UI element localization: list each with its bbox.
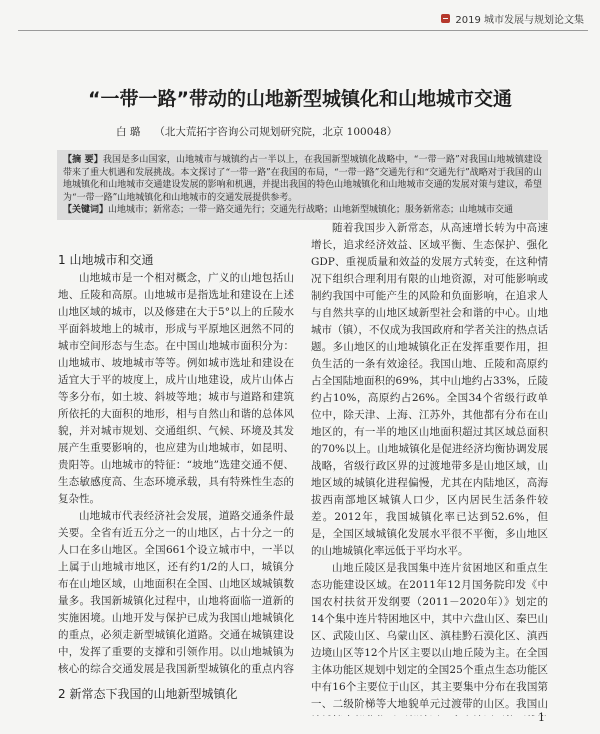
section-2-body (311, 220, 548, 716)
section-1-body (58, 270, 294, 680)
section-2-heading: 2 新常态下我国的山地新型城镇化 (58, 687, 238, 701)
keywords (63, 204, 542, 217)
paper-title: “一带一路”带动的山地新型城镇化和山地城市交通 (88, 88, 512, 110)
keywords-text: 山地城市；新常态；一带一路交通先行；交通先行战略；山地新型城镇化；服务新常态；山地城市交通 (108, 205, 514, 215)
paragraph: 随着我国步入新常态，从高速增长转为中高速增长，追求经济效益、区域平衡、生态保护、强化GDP、重视质量和效益的发展方式转变，在这种情况下组织合理利用有限的山地资源，对可能影响或制约我国中可能产生的风险和负面影响，在追求人与自然共享的山地区域新型社会和谐的中心。山地城市（镇），不仅成为我国政府和学者关注的热点话题。多山地区的山地城镇化正在发挥重要作用，担负生活的一条有效途径。我国山地、丘陵和高原约占全国陆地面积的69%，其中山地约占33%，丘陵约占10%，高原约占26%。全国34个省级行政单位中，除天津、上海、江苏外，其他都有分布在山地区的，有一半的地区山地面积超过其区域总面积的70%以上。山地城镇化是促进经济均衡协调发展战略，省级行政区界的过渡地带多是山地区域，山地区域的城镇化进程偏慢，尤其在内陆地区，高海拔西南部地区城镇人口少，区内居民生活条件较差。2012年，我国城镇化率已达到52.6%，但是，全国区域城镇化发展水平很不平衡，多山地区的山地城镇化率远低于平均水平。 (311, 222, 548, 557)
author-affiliation: （北大荒拓宇咨询公司规划研究院，北京 100048） (154, 126, 398, 138)
abstract-text: 我国是多山国家，山地城市与城镇约占一半以上，在我国新型城镇化战略中，“一带一路”对我国山地城镇建设带来了重大机遇和发展挑战。本文探讨了“一带一路”在我国的布局，“一带一路”交通先行和“交通先行”战略对于我国的山地城镇化和山地城市交通建设发展的影响和机遇，并提出我国的特色山地城镇化和山地城市交通的发展对策与建议，希望为“一带一路”山地城镇化和山地城市的交通发展提供参考。 (63, 155, 542, 203)
section-1-heading: 1 山地城市和交通 (58, 253, 154, 267)
abstract (63, 154, 542, 204)
journal-logo-icon (441, 14, 450, 23)
abstract-box (57, 150, 548, 220)
abstract-label: 【摘 要】 (63, 155, 103, 165)
paragraph: 山地城市代表经济社会发展，道路交通条件最关要。全省有近五分之一的山地区，占十分之一的人口在多山地区。全国661个设立城市中，一半以上属于山地城市地区，还有约1/2的人口，城镇分布在山地区域，山地面积在全国、山地区域城镇数量多。我国新城镇化过程中，山地将面临一道新的实施困境。山地开发与保护已成为我国山地城镇化的重点，必须走新型城镇化道路。交通在城镇建设中，发挥了重要的支撑和引领作用。以山地城镇为核心的综合交通发展是我国新型城镇化的重点内容 (58, 510, 294, 675)
series-title: 2019 城市发展与规划论文集 (455, 15, 584, 26)
page-number: 1 (538, 711, 545, 724)
author-line (116, 124, 397, 140)
paragraph: 山地丘陵区是我国集中连片贫困地区和重点生态功能建设区域。在2011年12月国务院印发《中国农村扶贫开发纲要（2011－2020年）》划定的14个集中连片特困地区中，其中六盘山区、秦巴山区、武陵山区、乌蒙山区、滇桂黔石漠化区、滇西边境山区等12个片区主要以山地丘陵为主。在全国主体功能区规划中划定的全国25个重点生态功能区中有16个主要位于山区，其主要集中分布在我国第一、二级阶梯等大地貌单元过渡带的山区。我国山 (311, 562, 548, 710)
header-rule (18, 30, 588, 31)
author-name: 白 璐 (116, 126, 141, 138)
keywords-label: 【关键词】 (63, 205, 109, 215)
paragraph: 山地城市是一个相对概念，广义的山地包括山地、丘陵和高原。山地城市是指选址和建设在上述山地区域的城市，以及修建在大于5°以上的丘陵水平面斜坡地上的城市，形成与平原地区迥然不同的城市空间形态与生态。在中国山地城市面积分为：山地城市、坡地城市等等。例如城市选址和建设在适宜大于平的坡度上，成片山地建设，成片山体占等多分布，如土坡、斜坡等地；城市与道路和建筑所依托的大面积的地形，相与自然山和谐的总体风貌，并对城市规划、交通组织、气候、环境及其发展产生重要影响的，也应建为山地城市，如昆明、贵阳等。山地城市的特征：“坡地”选建交通不便、生态敏感度高、生态环境承载，具有特殊性生态的复杂性。 (58, 272, 294, 505)
running-header (441, 11, 584, 26)
